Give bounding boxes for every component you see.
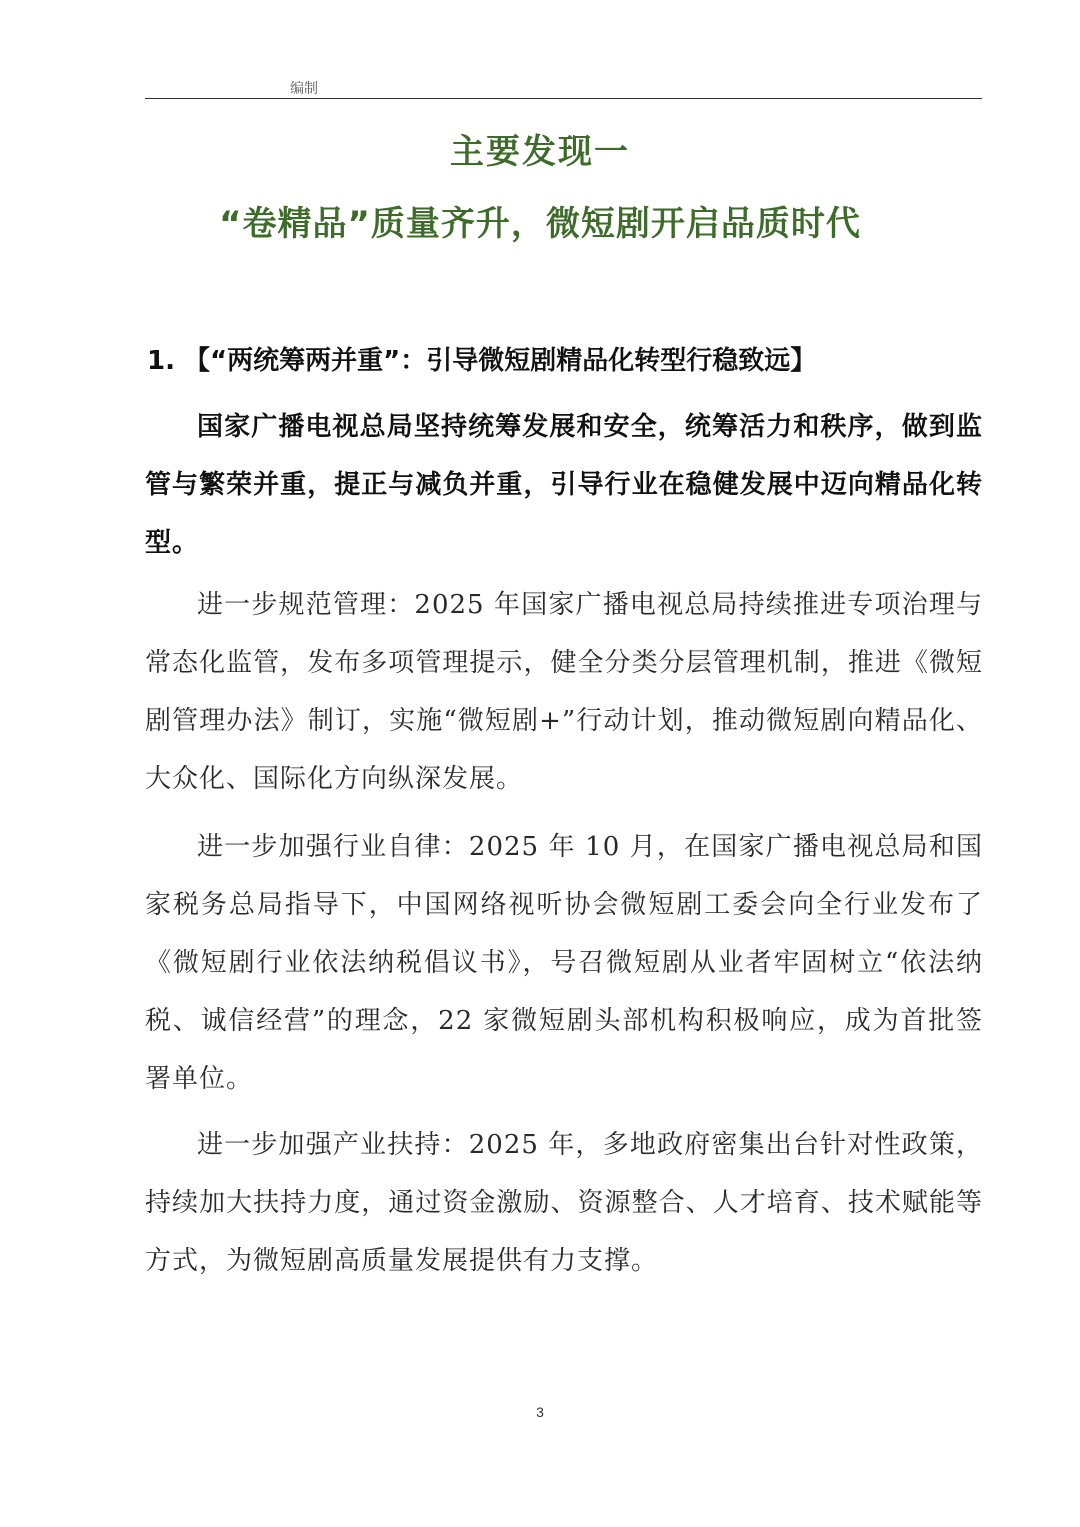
lead-paragraph: 国家广播电视总局坚持统筹发展和安全，统筹活力和秩序，做到监管与繁荣并重，提正与减负并重，引导行业在稳健发展中迈向精品化转型。: [145, 412, 983, 558]
section-heading: 1. 【“两统筹两并重”：引导微短剧精品化转型行稳致远】: [147, 346, 817, 376]
paragraph-industry-support: 进一步加强产业扶持：2025 年，多地政府密集出台针对性政策，持续加大扶持力度，通过资金激励、资源整合、人才培育、技术赋能等方式，为微短剧高质量发展提供有力支撑。: [145, 1130, 983, 1276]
finding-title: 主要发现一: [450, 132, 630, 172]
paragraph-regulation: 进一步规范管理：2025 年国家广播电视总局持续推进专项治理与常态化监管，发布多项管理提示，健全分类分层管理机制，推进《微短剧管理办法》制订，实施“微短剧+”行动计划，推动微短剧向精品化、大众化、国际化方向纵深发展。: [145, 590, 983, 794]
header-label: 编制: [290, 81, 318, 97]
paragraph-self-discipline: 进一步加强行业自律：2025 年 10 月，在国家广播电视总局和国家税务总局指导下，中国网络视听协会微短剧工委会向全行业发布了《微短剧行业依法纳税倡议书》，号召微短剧从业者牢固树立“依法纳税、诚信经营”的理念，22 家微短剧头部机构积极响应，成为首批签署单位。: [145, 832, 983, 1094]
header-divider: [145, 98, 982, 99]
page-number: 3: [536, 1404, 544, 1420]
finding-subtitle: “卷精品”质量齐升，微短剧开启品质时代: [219, 204, 861, 244]
